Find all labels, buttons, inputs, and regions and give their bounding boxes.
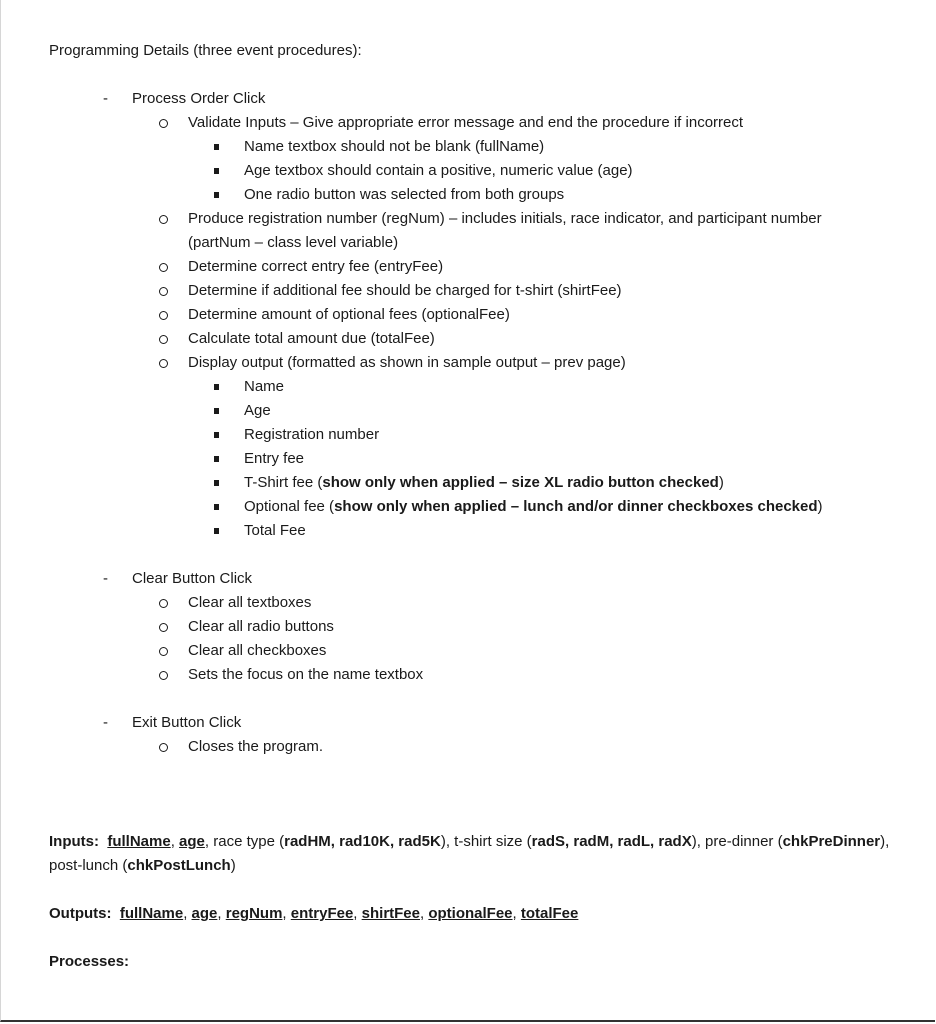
text-run: T-Shirt fee ( xyxy=(244,474,323,491)
processes-line xyxy=(49,952,129,972)
list-item: Determine if additional fee should be charged for t-shirt (shirtFee) xyxy=(188,282,622,299)
var-regnum: regNum xyxy=(225,905,283,922)
procedure-title-clear: Clear Button Click xyxy=(132,570,253,587)
var-shirtfee: shirtFee xyxy=(361,905,420,922)
dash-bullet: - xyxy=(103,90,108,107)
text-run: ), t-shirt size ( xyxy=(440,833,532,850)
separator: , xyxy=(512,905,521,922)
text-run: ) xyxy=(230,857,236,874)
processes-label: Processes: xyxy=(49,953,130,970)
list-item: Age textbox should contain a positive, numeric value (age) xyxy=(244,162,633,179)
list-item: Total Fee xyxy=(244,522,306,539)
list-item: Validate Inputs – Give appropriate error message and end the procedure if incorrect xyxy=(188,114,744,131)
square-bullet xyxy=(214,528,219,534)
inputs-label: Inputs: xyxy=(49,833,99,850)
text-run: , race type ( xyxy=(204,833,285,850)
dash-bullet: - xyxy=(103,570,108,587)
square-bullet xyxy=(214,432,219,438)
circle-bullet xyxy=(159,671,168,680)
list-item: Name textbox should not be blank (fullName) xyxy=(244,138,545,155)
square-bullet xyxy=(214,168,219,174)
list-item: Name xyxy=(244,378,285,395)
square-bullet xyxy=(214,408,219,414)
inputs-line-continued xyxy=(49,856,236,876)
separator: , xyxy=(353,905,362,922)
circle-bullet xyxy=(159,623,168,632)
text-run: Optional fee ( xyxy=(244,498,335,515)
var-age: age xyxy=(191,905,218,922)
circle-bullet xyxy=(159,359,168,368)
list-item: One radio button was selected from both groups xyxy=(244,186,565,203)
text-run: post-lunch ( xyxy=(49,857,128,874)
list-item: Age xyxy=(244,402,271,419)
square-bullet xyxy=(214,144,219,150)
text-run: ) xyxy=(817,498,823,515)
text-run: ) xyxy=(718,474,724,491)
shirt-vars: radS, radM, radL, radX xyxy=(531,833,692,850)
list-item: Clear all textboxes xyxy=(188,594,312,611)
var-totalfee: totalFee xyxy=(520,905,579,922)
var-fullname: fullName xyxy=(119,905,184,922)
separator: , xyxy=(183,905,192,922)
list-item: Calculate total amount due (totalFee) xyxy=(188,330,435,347)
list-item: Produce registration number (regNum) – includes initials, race indicator, and participant number xyxy=(188,210,822,227)
circle-bullet xyxy=(159,263,168,272)
circle-bullet xyxy=(159,599,168,608)
outputs-label: Outputs: xyxy=(49,905,112,922)
procedure-title-exit: Exit Button Click xyxy=(132,714,242,731)
list-item: Sets the focus on the name textbox xyxy=(188,666,424,683)
section-heading: Programming Details (three event procedures): xyxy=(49,42,362,59)
list-item xyxy=(244,497,823,517)
text-run: ), xyxy=(880,833,890,850)
var-entryfee: entryFee xyxy=(290,905,354,922)
list-item: Clear all radio buttons xyxy=(188,618,334,635)
list-item: Clear all checkboxes xyxy=(188,642,327,659)
dash-bullet: - xyxy=(103,714,108,731)
race-vars: radHM, rad10K, rad5K xyxy=(284,833,441,850)
outputs-line xyxy=(49,904,578,924)
list-item: Entry fee xyxy=(244,450,305,467)
list-item: Closes the program. xyxy=(188,738,324,755)
square-bullet xyxy=(214,504,219,510)
bold-note: show only when applied – lunch and/or dinner checkboxes checked xyxy=(334,498,818,515)
square-bullet xyxy=(214,192,219,198)
bold-note: show only when applied – size XL radio button checked xyxy=(322,474,719,491)
circle-bullet xyxy=(159,119,168,128)
text-run: , xyxy=(170,833,180,850)
square-bullet xyxy=(214,480,219,486)
lunch-var: chkPostLunch xyxy=(127,857,231,874)
circle-bullet xyxy=(159,335,168,344)
list-item: Determine correct entry fee (entryFee) xyxy=(188,258,444,275)
circle-bullet xyxy=(159,743,168,752)
list-item: Determine amount of optional fees (optionalFee) xyxy=(188,306,510,323)
separator: , xyxy=(217,905,226,922)
circle-bullet xyxy=(159,311,168,320)
circle-bullet xyxy=(159,215,168,224)
circle-bullet xyxy=(159,647,168,656)
list-item: Registration number xyxy=(244,426,380,443)
list-item: Display output (formatted as shown in sample output – prev page) xyxy=(188,354,626,371)
text-run: ), pre-dinner ( xyxy=(691,833,783,850)
inputs-line xyxy=(49,832,889,852)
separator: , xyxy=(420,905,429,922)
circle-bullet xyxy=(159,287,168,296)
var-age: age xyxy=(179,833,205,850)
dinner-var: chkPreDinner xyxy=(782,833,881,850)
var-fullname: fullName xyxy=(107,833,171,850)
var-optionalfee: optionalFee xyxy=(428,905,513,922)
square-bullet xyxy=(214,456,219,462)
list-item-continued: (partNum – class level variable) xyxy=(188,234,399,251)
list-item xyxy=(244,473,724,493)
separator: , xyxy=(282,905,291,922)
procedure-title-process: Process Order Click xyxy=(132,90,266,107)
square-bullet xyxy=(214,384,219,390)
